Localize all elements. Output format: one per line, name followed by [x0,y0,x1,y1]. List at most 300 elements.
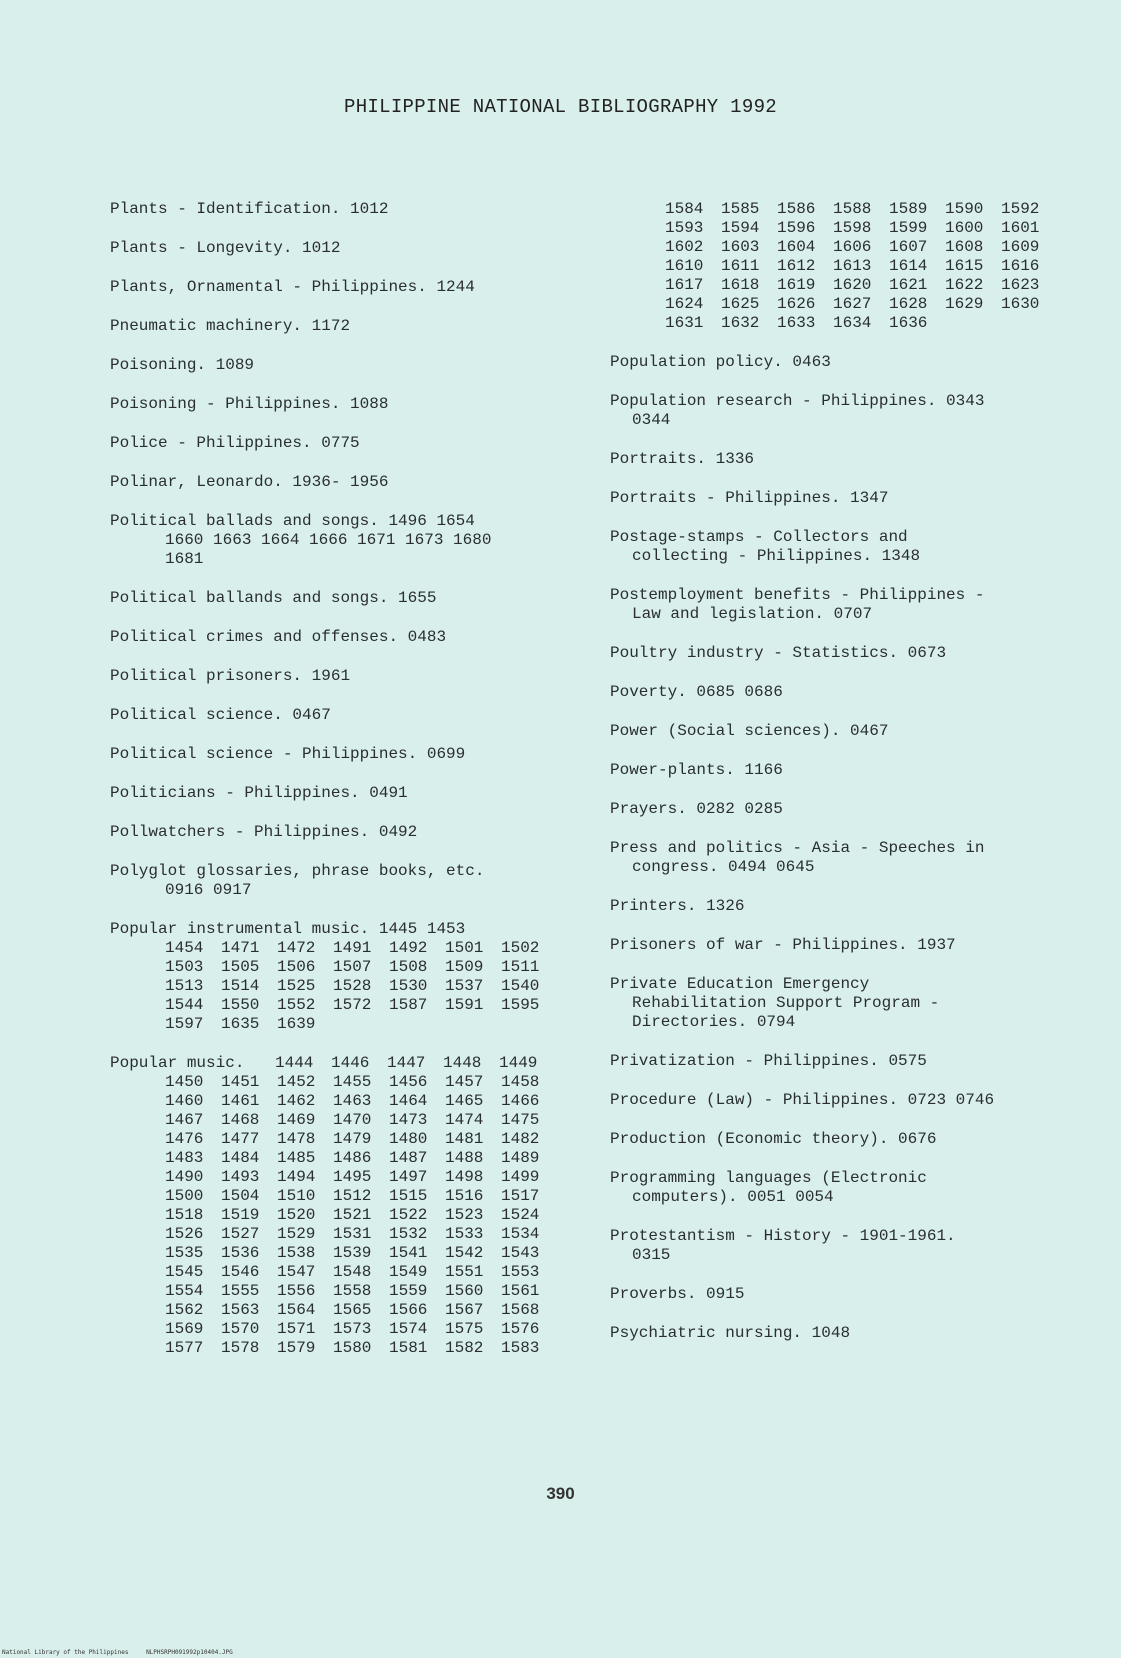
record-number: 1616 [1001,257,1040,275]
index-entry [610,489,1080,508]
record-number: 1461 [221,1092,260,1110]
record-number: 1555 [221,1282,260,1300]
number-row [165,1149,580,1168]
record-number: 1516 [445,1187,484,1205]
number-row [165,1301,580,1320]
record-number: 1563 [221,1301,260,1319]
number-row [665,238,1080,257]
footer-library: National Library of the Philippines [2,1649,129,1656]
number-row [665,200,1080,219]
record-number: 1447 [387,1054,426,1072]
record-number: 1539 [333,1244,372,1262]
index-entry [110,1054,580,1358]
record-number: 1561 [501,1282,540,1300]
entry-continuation: 0916 0917 [165,881,252,899]
record-number: 1593 [665,219,704,237]
record-number: 1556 [277,1282,316,1300]
entry-heading: Popular instrumental music. 1445 1453 [110,920,466,938]
entry-continuation: collecting - Philippines. 1348 [632,547,921,565]
record-number: 1500 [165,1187,204,1205]
record-number: 1464 [389,1092,428,1110]
record-number: 1449 [499,1054,538,1072]
number-row [165,1282,580,1301]
record-number: 1633 [777,314,816,332]
record-number: 1492 [389,939,428,957]
record-number: 1527 [221,1225,260,1243]
record-number: 1543 [501,1244,540,1262]
record-number: 1564 [277,1301,316,1319]
record-number: 1513 [165,977,204,995]
index-entry [110,395,580,414]
number-row [165,1073,580,1092]
record-number: 1607 [889,238,928,256]
number-row [165,1244,580,1263]
entry-continuation: 1660 1663 1664 1666 1671 1673 1680 1681 [165,531,492,568]
number-row [165,1111,580,1130]
record-number: 1483 [165,1149,204,1167]
index-entry [610,800,1080,819]
record-number: 1456 [389,1073,428,1091]
record-number: 1622 [945,276,984,294]
record-number: 1460 [165,1092,204,1110]
number-row [165,1168,580,1187]
record-number: 1514 [221,977,260,995]
record-number: 1455 [333,1073,372,1091]
entry-heading: Polyglot glossaries, phrase books, etc. [110,862,485,880]
record-number: 1553 [501,1263,540,1281]
record-number: 1606 [833,238,872,256]
record-number: 1475 [501,1111,540,1129]
record-number: 1565 [333,1301,372,1319]
record-number: 1463 [333,1092,372,1110]
record-number: 1528 [333,977,372,995]
entry-heading: Privatization - Philippines. 0575 [610,1052,927,1070]
entry-heading: Power (Social sciences). 0467 [610,722,889,740]
record-number: 1526 [165,1225,204,1243]
record-number: 1567 [445,1301,484,1319]
page-title: PHILIPPINE NATIONAL BIBLIOGRAPHY 1992 [344,96,777,118]
entry-heading: Polinar, Leonardo. 1936- 1956 [110,473,389,491]
entry-heading: Portraits - Philippines. 1347 [610,489,889,507]
left-column [110,200,580,1378]
entry-heading: Pneumatic machinery. 1172 [110,317,351,335]
record-number: 1581 [389,1339,428,1357]
record-number: 1595 [501,996,540,1014]
record-number: 1498 [445,1168,484,1186]
number-row [165,1187,580,1206]
record-number: 1466 [501,1092,540,1110]
record-number: 1590 [945,200,984,218]
record-number: 1487 [389,1149,428,1167]
index-entry [610,897,1080,916]
record-number: 1545 [165,1263,204,1281]
index-entry [110,317,580,336]
entry-heading: Printers. 1326 [610,897,745,915]
record-number: 1506 [277,958,316,976]
number-row [165,1092,580,1111]
record-number: 1632 [721,314,760,332]
entry-heading: Private Education Emergency [610,975,870,993]
record-number: 1592 [1001,200,1040,218]
number-row [165,1015,580,1034]
index-entry [110,667,580,686]
number-row [665,314,1080,333]
entry-heading: Politicians - Philippines. 0491 [110,784,408,802]
record-number: 1511 [501,958,540,976]
record-number: 1596 [777,219,816,237]
record-number: 1523 [445,1206,484,1224]
record-number: 1580 [333,1339,372,1357]
index-entry [610,644,1080,663]
record-number: 1468 [221,1111,260,1129]
record-number: 1600 [945,219,984,237]
entry-heading: Political ballands and songs. 1655 [110,589,437,607]
record-number: 1574 [389,1320,428,1338]
record-number: 1477 [221,1130,260,1148]
index-entry [610,1169,1080,1207]
record-number: 1499 [501,1168,540,1186]
record-number: 1530 [389,977,428,995]
entry-heading: Political ballads and songs. 1496 1654 [110,512,475,530]
record-number: 1566 [389,1301,428,1319]
record-number: 1626 [777,295,816,313]
record-number: 1481 [445,1130,484,1148]
index-entry [610,528,1080,566]
number-row [165,1263,580,1282]
record-number: 1452 [277,1073,316,1091]
record-number: 1604 [777,238,816,256]
entry-heading: Population research - Philippines. 0343 [610,392,985,410]
record-number: 1630 [1001,295,1040,313]
record-number: 1594 [721,219,760,237]
index-entry [110,239,580,258]
entry-heading: Psychiatric nursing. 1048 [610,1324,851,1342]
record-number: 1569 [165,1320,204,1338]
record-number: 1634 [833,314,872,332]
record-number: 1531 [333,1225,372,1243]
record-number: 1614 [889,257,928,275]
record-number: 1536 [221,1244,260,1262]
record-number: 1611 [721,257,760,275]
entry-continuation: Rehabilitation Support Program - Directories. 0794 [632,994,940,1031]
record-number: 1615 [945,257,984,275]
record-number: 1538 [277,1244,316,1262]
record-number: 1494 [277,1168,316,1186]
record-number: 1495 [333,1168,372,1186]
index-entry [610,1285,1080,1304]
record-number: 1491 [333,939,372,957]
index-entry [110,862,580,900]
entry-number-grid [165,1073,580,1358]
record-number: 1534 [501,1225,540,1243]
index-entry [110,512,580,569]
index-entry [110,920,580,1034]
entry-heading: Plants - Longevity. 1012 [110,239,341,257]
number-row [665,219,1080,238]
entry-heading: Popular music. [110,1054,245,1072]
record-number: 1558 [333,1282,372,1300]
entry-heading: Procedure (Law) - Philippines. 0723 0746 [610,1091,995,1109]
entry-continuation: 0315 [632,1246,671,1264]
index-entry [610,392,1080,430]
record-number: 1537 [445,977,484,995]
index-entry [610,936,1080,955]
record-number: 1542 [445,1244,484,1262]
record-number: 1507 [333,958,372,976]
index-entry [110,200,580,219]
record-number: 1547 [277,1263,316,1281]
entry-heading: Protestantism - History - 1901-1961. [610,1227,956,1245]
record-number: 1568 [501,1301,540,1319]
record-number: 1484 [221,1149,260,1167]
record-number: 1515 [389,1187,428,1205]
entry-heading: Prayers. 0282 0285 [610,800,783,818]
record-number: 1602 [665,238,704,256]
record-number: 1623 [1001,276,1040,294]
record-number: 1533 [445,1225,484,1243]
record-number: 1480 [389,1130,428,1148]
record-number: 1505 [221,958,260,976]
record-number: 1584 [665,200,704,218]
record-number: 1457 [445,1073,484,1091]
record-number: 1589 [889,200,928,218]
entry-heading: Postemployment benefits - Philippines - [610,586,985,604]
record-number: 1479 [333,1130,372,1148]
entry-heading: Plants - Identification. 1012 [110,200,389,218]
record-number: 1522 [389,1206,428,1224]
record-number: 1570 [221,1320,260,1338]
index-entry-continued [610,200,1080,333]
record-number: 1601 [1001,219,1040,237]
entry-heading: Population policy. 0463 [610,353,831,371]
record-number: 1540 [501,977,540,995]
record-number: 1587 [389,996,428,1014]
record-number: 1472 [277,939,316,957]
entry-heading: Political crimes and offenses. 0483 [110,628,447,646]
entry-heading: Poisoning. 1089 [110,356,255,374]
index-entry [610,975,1080,1032]
index-entry [610,450,1080,469]
record-number: 1478 [277,1130,316,1148]
number-row [665,276,1080,295]
entry-heading: Portraits. 1336 [610,450,755,468]
record-number: 1471 [221,939,260,957]
record-number: 1608 [945,238,984,256]
record-number: 1550 [221,996,260,1014]
record-number: 1549 [389,1263,428,1281]
record-number: 1517 [501,1187,540,1205]
index-entry [110,278,580,297]
index-entry [610,1227,1080,1265]
entry-heading: Power-plants. 1166 [610,761,783,779]
entry-heading: Prisoners of war - Philippines. 1937 [610,936,956,954]
record-number: 1554 [165,1282,204,1300]
record-number: 1629 [945,295,984,313]
record-number: 1599 [889,219,928,237]
record-number: 1525 [277,977,316,995]
number-row [165,1225,580,1244]
index-entry [610,1052,1080,1071]
entry-heading: Plants, Ornamental - Philippines. 1244 [110,278,475,296]
record-number: 1573 [333,1320,372,1338]
entry-heading: Political science - Philippines. 0699 [110,745,466,763]
index-entry [110,784,580,803]
index-entry [610,586,1080,624]
index-entry [610,722,1080,741]
number-row [165,1130,580,1149]
record-number: 1488 [445,1149,484,1167]
record-number: 1571 [277,1320,316,1338]
record-number: 1621 [889,276,928,294]
record-number: 1465 [445,1092,484,1110]
record-number: 1521 [333,1206,372,1224]
record-number: 1450 [165,1073,204,1091]
index-entry [110,823,580,842]
record-number: 1551 [445,1263,484,1281]
record-number: 1501 [445,939,484,957]
index-entry [110,434,580,453]
record-number: 1579 [277,1339,316,1357]
record-number: 1588 [833,200,872,218]
record-number: 1578 [221,1339,260,1357]
record-number: 1503 [165,958,204,976]
record-number: 1529 [277,1225,316,1243]
record-number: 1617 [665,276,704,294]
record-number: 1619 [777,276,816,294]
record-number: 1548 [333,1263,372,1281]
record-number: 1490 [165,1168,204,1186]
record-number: 1510 [277,1187,316,1205]
record-number: 1610 [665,257,704,275]
record-number: 1541 [389,1244,428,1262]
record-number: 1546 [221,1263,260,1281]
record-number: 1620 [833,276,872,294]
index-entry [610,683,1080,702]
right-column [610,200,1080,1363]
entry-continuation: computers). 0051 0054 [632,1188,834,1206]
record-number: 1582 [445,1339,484,1357]
index-entry [110,628,580,647]
record-number: 1624 [665,295,704,313]
record-number: 1473 [389,1111,428,1129]
record-number: 1597 [165,1015,204,1033]
number-row [165,996,580,1015]
record-number: 1631 [665,314,704,332]
index-entry [610,353,1080,372]
record-number: 1504 [221,1187,260,1205]
record-number: 1627 [833,295,872,313]
record-number: 1591 [445,996,484,1014]
record-number: 1518 [165,1206,204,1224]
record-number: 1448 [443,1054,482,1072]
record-number: 1470 [333,1111,372,1129]
record-number: 1524 [501,1206,540,1224]
record-number: 1458 [501,1073,540,1091]
entry-heading: Pollwatchers - Philippines. 0492 [110,823,418,841]
entry-heading: Poultry industry - Statistics. 0673 [610,644,947,662]
footer-file: NLPHSRPH091992p10404.JPG [146,1649,233,1656]
record-number: 1577 [165,1339,204,1357]
entry-number-grid [165,939,580,1034]
record-number: 1552 [277,996,316,1014]
record-number: 1532 [389,1225,428,1243]
record-number: 1625 [721,295,760,313]
record-number: 1462 [277,1092,316,1110]
number-row [165,1320,580,1339]
record-number: 1444 [275,1054,314,1072]
entry-continuation: 0344 [632,411,671,429]
record-number: 1489 [501,1149,540,1167]
record-number: 1469 [277,1111,316,1129]
record-number: 1576 [501,1320,540,1338]
entry-heading: Production (Economic theory). 0676 [610,1130,937,1148]
record-number: 1508 [389,958,428,976]
record-number: 1575 [445,1320,484,1338]
record-number: 1609 [1001,238,1040,256]
entry-continuation: congress. 0494 0645 [632,858,815,876]
record-number: 1451 [221,1073,260,1091]
record-number: 1613 [833,257,872,275]
record-number: 1519 [221,1206,260,1224]
index-entry [610,1091,1080,1110]
entry-heading: Proverbs. 0915 [610,1285,745,1303]
record-number: 1454 [165,939,204,957]
index-entry [610,1324,1080,1343]
record-number: 1562 [165,1301,204,1319]
index-entry [110,706,580,725]
footer [2,1649,247,1656]
number-row [165,939,580,958]
record-number: 1535 [165,1244,204,1262]
number-row [165,1206,580,1225]
record-number: 1520 [277,1206,316,1224]
record-number: 1509 [445,958,484,976]
record-number: 1572 [333,996,372,1014]
record-number: 1493 [221,1168,260,1186]
number-row [665,257,1080,276]
record-number: 1486 [333,1149,372,1167]
record-number: 1628 [889,295,928,313]
record-number: 1618 [721,276,760,294]
index-entry [610,761,1080,780]
entry-heading: Political science. 0467 [110,706,331,724]
record-number: 1544 [165,996,204,1014]
record-number: 1512 [333,1187,372,1205]
index-entry [110,356,580,375]
record-number: 1603 [721,238,760,256]
record-number: 1612 [777,257,816,275]
page-number: 390 [546,1484,575,1503]
record-number: 1639 [277,1015,316,1033]
record-number: 1586 [777,200,816,218]
index-entry [110,745,580,764]
record-number: 1559 [389,1282,428,1300]
record-number: 1474 [445,1111,484,1129]
entry-continuation: Law and legislation. 0707 [632,605,873,623]
number-row [165,1339,580,1358]
record-number: 1583 [501,1339,540,1357]
entry-heading: Police - Philippines. 0775 [110,434,360,452]
record-number: 1502 [501,939,540,957]
entry-heading: Political prisoners. 1961 [110,667,351,685]
entry-number-grid [665,200,1080,333]
index-entry [610,839,1080,877]
number-row [165,958,580,977]
number-row [165,977,580,996]
record-number: 1482 [501,1130,540,1148]
entry-heading: Poisoning - Philippines. 1088 [110,395,389,413]
entry-heading: Programming languages (Electronic [610,1169,927,1187]
